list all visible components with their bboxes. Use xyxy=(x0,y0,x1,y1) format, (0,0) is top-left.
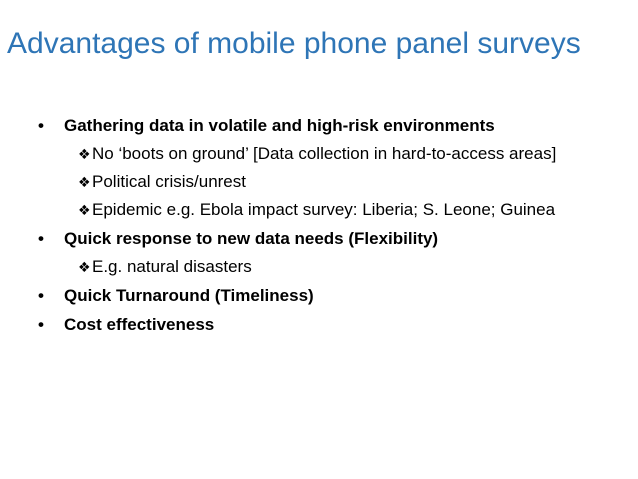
bullet-list xyxy=(38,114,598,337)
bullet-item-text: Cost effectiveness xyxy=(64,315,215,334)
bullet-dot-icon: • xyxy=(38,229,44,248)
bullet-dot-icon: • xyxy=(38,286,44,305)
sub-bullet-item xyxy=(38,255,598,279)
sub-bullet-text: No ‘boots on ground’ [Data collection in hard-to-access areas] xyxy=(92,144,557,163)
bullet-dot-icon: • xyxy=(38,116,44,135)
bullet-dot-icon: • xyxy=(38,315,44,334)
diamond-check-icon: ❖ xyxy=(78,174,91,190)
sub-bullet-text: E.g. natural disasters xyxy=(92,257,252,276)
diamond-check-icon: ❖ xyxy=(78,146,91,162)
bullet-item xyxy=(38,114,598,138)
bullet-item-text: Quick response to new data needs (Flexibility) xyxy=(64,229,439,248)
sub-bullet-text: Political crisis/unrest xyxy=(92,172,246,191)
sub-bullet-item xyxy=(38,142,598,166)
sub-bullet-item xyxy=(38,198,598,222)
sub-bullet-item xyxy=(38,170,598,194)
bullet-item-text: Gathering data in volatile and high-risk environments xyxy=(64,116,495,135)
sub-bullet-text: Epidemic e.g. Ebola impact survey: Liberia; S. Leone; Guinea xyxy=(92,200,556,219)
bullet-item xyxy=(38,227,598,251)
bullet-item-text: Quick Turnaround (Timeliness) xyxy=(64,286,314,305)
diamond-check-icon: ❖ xyxy=(78,202,91,218)
diamond-check-icon: ❖ xyxy=(78,259,91,275)
bullet-item xyxy=(38,284,598,308)
slide-title: Advantages of mobile phone panel surveys xyxy=(7,27,581,60)
bullet-item xyxy=(38,313,598,337)
